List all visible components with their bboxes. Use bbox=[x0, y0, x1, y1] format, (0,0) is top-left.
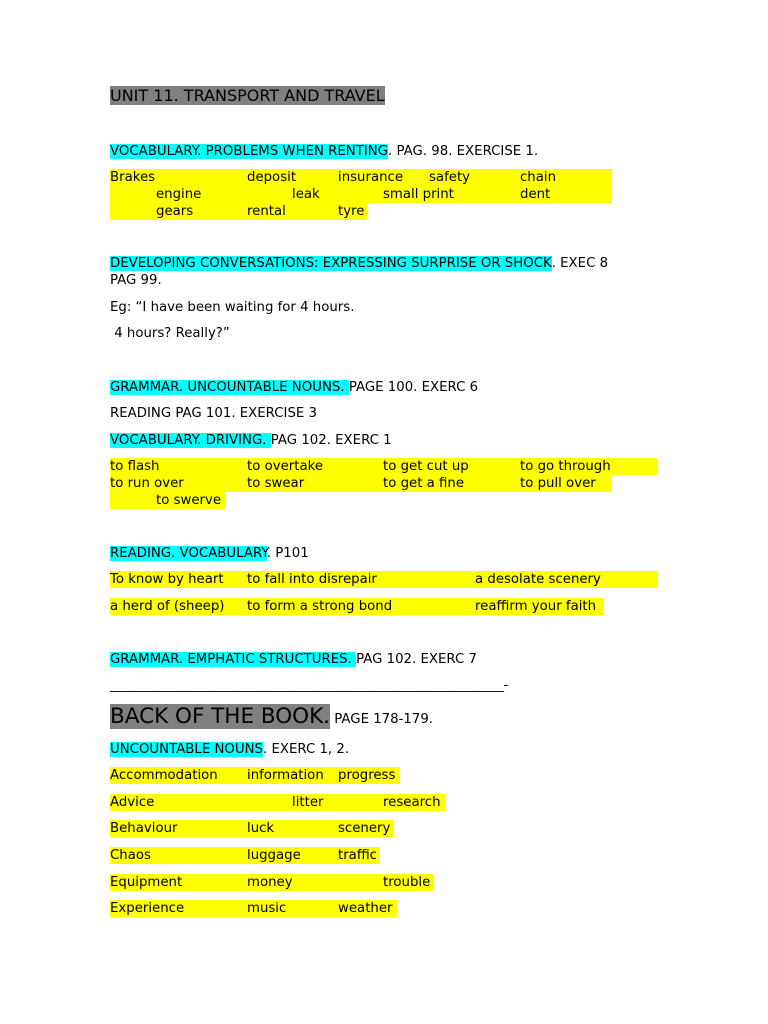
reading-line: READING PAG 101. EXERCISE 3 bbox=[110, 406, 317, 421]
noun: Equipment bbox=[110, 875, 183, 890]
phrase-row bbox=[110, 598, 604, 615]
section-label: UNCOUNTABLE NOUNS bbox=[110, 742, 263, 757]
section-reading-vocab-heading bbox=[110, 545, 309, 562]
word: dent bbox=[520, 187, 551, 202]
noun: Experience bbox=[110, 901, 185, 916]
section-label: VOCABULARY. PROBLEMS WHEN RENTING bbox=[110, 144, 389, 159]
noun: scenery bbox=[338, 821, 391, 836]
section-ref: . PAG. 98. EXERCISE 1. bbox=[388, 144, 539, 159]
noun: money bbox=[247, 875, 293, 890]
section-ref: . EXERC 1, 2. bbox=[263, 742, 350, 757]
word: Brakes bbox=[110, 170, 156, 185]
word: to run over bbox=[110, 476, 184, 491]
section-ref: . EXEC 8 bbox=[551, 256, 609, 271]
example-line: Eg: “I have been waiting for 4 hours. bbox=[110, 300, 355, 315]
section-label: GRAMMAR. EMPHATIC STRUCTURES. bbox=[110, 652, 357, 667]
phrase: to form a strong bond bbox=[247, 599, 393, 614]
word: leak bbox=[292, 187, 320, 202]
noun: trouble bbox=[383, 875, 431, 890]
back-page-ref: PAGE 178-179. bbox=[330, 712, 434, 727]
noun: luck bbox=[247, 821, 275, 836]
section-label: READING. VOCABULARY bbox=[110, 546, 267, 561]
section-ref: PAGE 100. EXERC 6 bbox=[348, 380, 479, 395]
word: to get cut up bbox=[383, 459, 469, 474]
unit-title-text: UNIT 11. TRANSPORT AND TRAVEL bbox=[110, 86, 385, 105]
section-vocab-driving-heading bbox=[110, 432, 392, 449]
noun: progress bbox=[338, 768, 396, 783]
noun: traffic bbox=[338, 848, 377, 863]
section-ref: PAG 102. EXERC 1 bbox=[270, 433, 392, 448]
back-of-book-heading bbox=[110, 704, 433, 733]
word: to go through bbox=[520, 459, 611, 474]
word: insurance bbox=[338, 170, 404, 185]
section-uncountable-nouns-heading bbox=[110, 741, 349, 758]
phrase: reaffirm your faith bbox=[475, 599, 597, 614]
word: deposit bbox=[247, 170, 297, 185]
word: gears bbox=[156, 204, 194, 219]
phrase: to fall into disrepair bbox=[247, 572, 377, 587]
section-label: DEVELOPING CONVERSATIONS: EXPRESSING SURPRISE OR SHOCK bbox=[110, 256, 552, 271]
word: rental bbox=[247, 204, 286, 219]
noun: weather bbox=[338, 901, 393, 916]
noun: research bbox=[383, 795, 441, 810]
section-emphatic-heading bbox=[110, 651, 477, 668]
noun: litter bbox=[292, 795, 324, 810]
section-ref: PAG 102. EXERC 7 bbox=[356, 652, 477, 667]
word: to swear bbox=[247, 476, 305, 491]
section-ref: . P101 bbox=[266, 546, 309, 561]
word-row bbox=[110, 458, 657, 475]
phrase: a herd of (sheep) bbox=[110, 599, 225, 614]
word: chain bbox=[520, 170, 557, 185]
word-row bbox=[110, 203, 367, 220]
noun: Advice bbox=[110, 795, 155, 810]
word-row bbox=[110, 492, 225, 509]
word: to get a fine bbox=[383, 476, 464, 491]
back-title: BACK OF THE BOOK. bbox=[110, 704, 331, 729]
section-vocab-renting-heading bbox=[110, 143, 538, 160]
word: to overtake bbox=[247, 459, 323, 474]
section-label: VOCABULARY. DRIVING. bbox=[110, 433, 271, 448]
noun: Behaviour bbox=[110, 821, 178, 836]
noun-row bbox=[110, 794, 445, 811]
word: safety bbox=[429, 170, 471, 185]
unit-title bbox=[110, 86, 385, 105]
section-ref-line: PAG 99. bbox=[110, 273, 162, 288]
noun-row bbox=[110, 820, 394, 837]
word: to flash bbox=[110, 459, 160, 474]
noun-row bbox=[110, 900, 397, 917]
word-row bbox=[110, 186, 612, 203]
section-label: GRAMMAR. UNCOUNTABLE NOUNS. bbox=[110, 380, 349, 395]
noun-row bbox=[110, 874, 434, 891]
noun: Accommodation bbox=[110, 768, 218, 783]
word: tyre bbox=[338, 204, 365, 219]
noun-row bbox=[110, 847, 380, 864]
phrase: To know by heart bbox=[110, 572, 224, 587]
phrase-row bbox=[110, 571, 657, 588]
noun: Chaos bbox=[110, 848, 151, 863]
word-row bbox=[110, 475, 612, 492]
word: to pull over bbox=[520, 476, 596, 491]
noun: luggage bbox=[247, 848, 301, 863]
section-conversations-heading bbox=[110, 255, 608, 272]
divider-line: ________________________________________________________________- bbox=[110, 678, 508, 693]
phrase: a desolate scenery bbox=[475, 572, 601, 587]
noun: information bbox=[247, 768, 324, 783]
word: to swerve bbox=[156, 493, 222, 508]
example-line: 4 hours? Really?” bbox=[110, 326, 230, 341]
noun: music bbox=[247, 901, 287, 916]
word-row bbox=[110, 169, 612, 186]
section-grammar-uncountable-heading bbox=[110, 379, 478, 396]
word: small print bbox=[383, 187, 454, 202]
word: engine bbox=[156, 187, 202, 202]
noun-row bbox=[110, 767, 399, 784]
